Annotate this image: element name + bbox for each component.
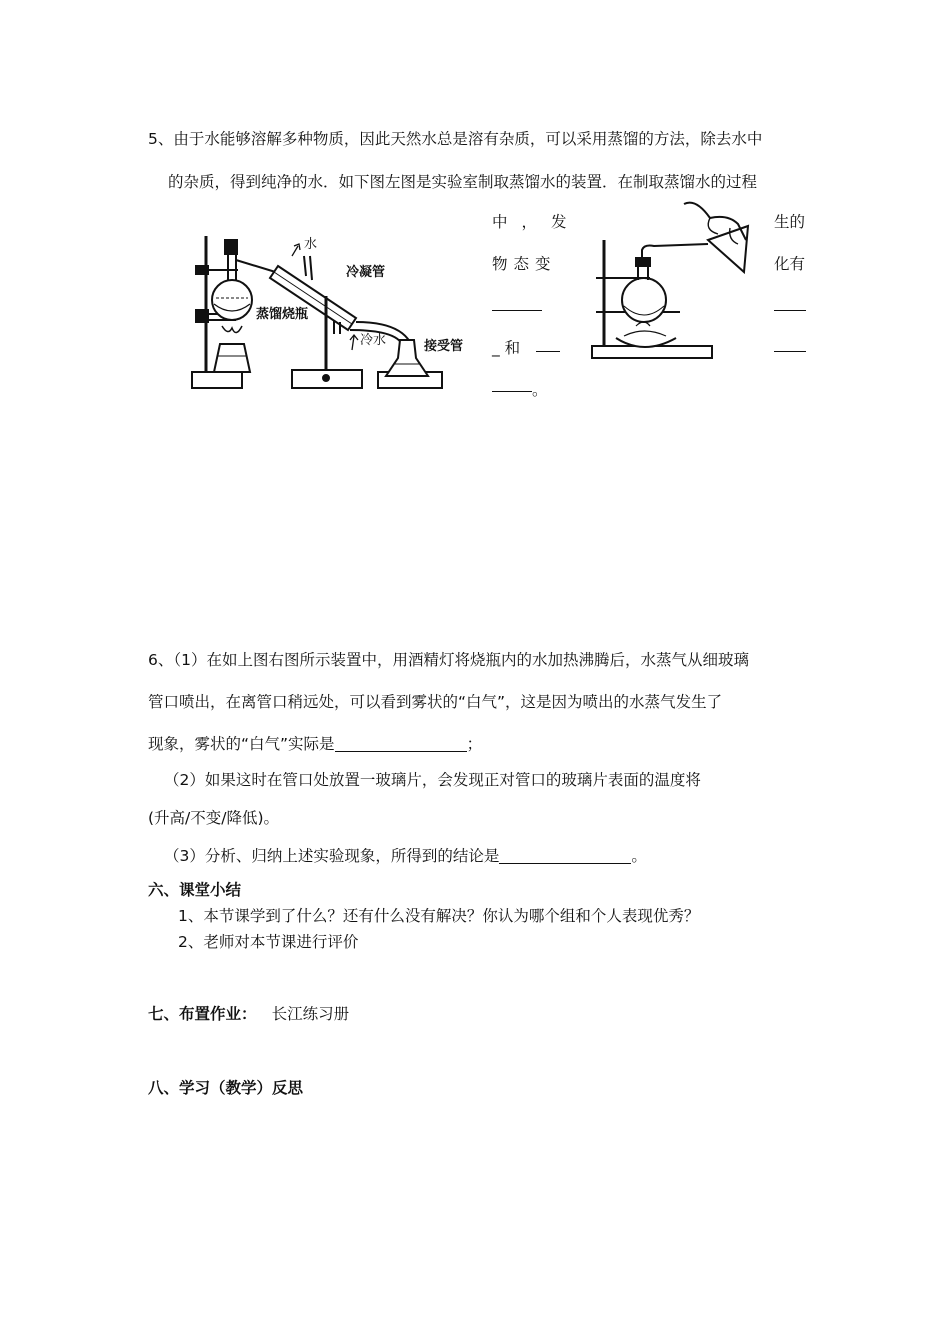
section7-heading: 七、布置作业：: [148, 1005, 257, 1023]
answer-blank[interactable]: [774, 351, 806, 352]
label-water-out: 水: [304, 237, 318, 252]
section6-heading: 六、课堂小结: [148, 881, 242, 899]
q5-line2: 的杂质，得到纯净的水．如下图左图是实验室制取蒸馏水的装置．在制取蒸馏水的过程: [168, 173, 758, 191]
label-condenser: 冷凝管: [346, 265, 386, 280]
q5-line3-right: 生的: [774, 213, 806, 231]
q6-line3-text: 现象，雾状的“白气”实际是: [148, 735, 335, 753]
q6-line5: (升高/不变/降低)。: [148, 809, 280, 827]
q5-line3-left: 中，发: [492, 213, 581, 231]
q6-line3-end: ；: [466, 735, 483, 753]
label-receiver: 接受管: [424, 339, 464, 354]
q6-line4: （2）如果这时在管口处放置一玻璃片，会发现正对管口的玻璃片表面的温度将: [164, 771, 701, 789]
label-distillation-flask: 蒸馏烧瓶: [256, 307, 309, 322]
q6-line1: 6、（1）在如上图右图所示装置中，用酒精灯将烧瓶内的水加热沸腾后，水蒸气从细玻璃: [148, 651, 749, 669]
q6-line6-end: 。: [631, 847, 647, 865]
answer-blank[interactable]: [536, 351, 560, 352]
q6-line2: 管口喷出，在离管口稍远处，可以看到雾状的“白气”，这是因为喷出的水蒸气发生了: [148, 693, 723, 711]
q5-line4-left: 物态变: [492, 255, 557, 273]
q6-line6-text: （3）分析、归纳上述实验现象，所得到的结论是: [164, 847, 500, 865]
q5-line6-left: _ 和: [492, 339, 521, 357]
distillation-apparatus-figure: [188, 226, 478, 394]
q5-line7-end: 。: [532, 381, 548, 399]
section7-content: 长江练习册: [271, 1005, 350, 1023]
answer-blank[interactable]: [492, 391, 532, 392]
answer-blank[interactable]: [492, 310, 542, 311]
q5-line4-right: 化有: [774, 255, 806, 273]
answer-blank[interactable]: [335, 735, 467, 752]
answer-blank[interactable]: [499, 847, 631, 864]
boiling-flask-figure: [580, 200, 770, 368]
section7: [148, 1002, 349, 1024]
answer-blank[interactable]: [774, 310, 806, 311]
q6-line3: [148, 732, 482, 754]
q6-line6: [164, 844, 647, 866]
section6-item1: 1、本节课学到了什么？还有什么没有解决？你认为哪个组和个人表现优秀？: [178, 907, 700, 925]
section6-item2: 2、老师对本节课进行评价: [178, 933, 359, 951]
label-cold-water: 冷水: [360, 333, 387, 348]
q5-line1: 5、由于水能够溶解多种物质，因此天然水总是溶有杂质，可以采用蒸馏的方法，除去水中: [148, 130, 763, 148]
section8-heading: 八、学习（教学）反思: [148, 1079, 304, 1097]
